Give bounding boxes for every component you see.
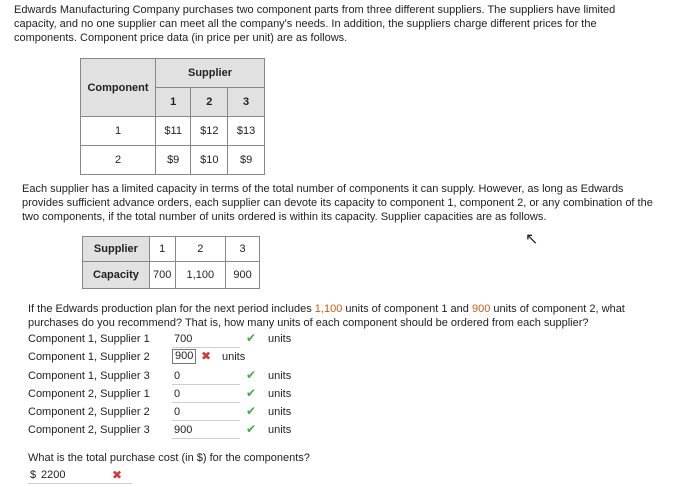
capacity-supplier-label: Supplier (83, 237, 150, 262)
answer-label: Component 2, Supplier 3 (28, 424, 150, 436)
units-label: units (268, 388, 292, 400)
answer-label: Component 1, Supplier 1 (28, 333, 150, 345)
price-cell: $13 (228, 117, 265, 146)
supplier-col-2: 2 (191, 88, 228, 117)
x-icon: ✖ (201, 349, 212, 363)
price-cell: $9 (156, 146, 191, 175)
units-label: units (268, 370, 292, 382)
currency-symbol: $ (30, 469, 37, 481)
answer-input[interactable]: 0 (174, 370, 181, 382)
answer-underline (172, 438, 240, 439)
check-icon: ✔ (246, 368, 257, 382)
question1-qty-1: 1,100 (314, 303, 343, 315)
capacity-table (82, 236, 260, 289)
intro-line-1: Edwards Manufacturing Company purchases two component parts from three different suppliers. The suppliers have limited (14, 4, 616, 16)
capacity-text-line-3: two components, if the total number of units ordered is within its capacity. Supplier capacities are as follows. (22, 211, 547, 223)
question1-line-1 (28, 303, 625, 316)
answer-input[interactable]: 700 (174, 333, 193, 345)
question1-text-b: units of component 1 and (342, 303, 472, 315)
capacity-value-1: 700 (149, 262, 175, 289)
question2-text: What is the total purchase cost (in $) for the components? (28, 452, 310, 464)
check-icon: ✔ (246, 422, 257, 436)
supplier-header: Supplier (156, 59, 265, 88)
check-icon: ✔ (246, 404, 257, 418)
answer-underline (28, 483, 132, 484)
answer-underline (172, 347, 240, 348)
component-header: Component (81, 59, 156, 117)
question1-qty-2: 900 (471, 303, 491, 315)
answer-input[interactable]: 0 (174, 406, 181, 418)
units-label: units (268, 333, 292, 345)
capacity-text-line-2: provides sufficient advance orders, each supplier can devote its capacity to component 1, component 2, or any combination of the (22, 197, 653, 209)
price-cell: $9 (228, 146, 265, 175)
answer-input[interactable]: 900 (172, 349, 196, 364)
answer-underline (172, 402, 240, 403)
price-cell: $12 (191, 117, 228, 146)
capacity-text-line-1: Each supplier has a limited capacity in terms of the total number of components it can supply. However, as long as Edwards (22, 183, 624, 195)
price-cell: $10 (191, 146, 228, 175)
intro-line-3: components. Component price data (in price per unit) are as follows. (14, 32, 348, 44)
answer-underline (172, 420, 240, 421)
answer-label: Component 2, Supplier 1 (28, 388, 150, 400)
question1-text-c: units of component 2, what (490, 303, 625, 315)
question1-line-2: purchases do you recommend? That is, how many units of each component should be ordered from each supplier? (28, 317, 589, 329)
table-row (81, 117, 265, 146)
check-icon: ✔ (246, 331, 257, 345)
answer-label: Component 1, Supplier 3 (28, 370, 150, 382)
units-label: units (268, 424, 292, 436)
supplier-col-1: 1 (156, 88, 191, 117)
answer-label: Component 1, Supplier 2 (28, 351, 150, 363)
price-cell: $11 (156, 117, 191, 146)
answer-input[interactable]: 900 (174, 424, 193, 436)
capacity-value-3: 900 (226, 262, 260, 289)
answer-label: Component 2, Supplier 2 (28, 406, 150, 418)
answer-underline (172, 384, 240, 385)
capacity-supplier-3: 3 (226, 237, 260, 262)
table-row (81, 146, 265, 175)
capacity-label: Capacity (83, 262, 150, 289)
component-cell: 2 (81, 146, 156, 175)
component-cell: 1 (81, 117, 156, 146)
units-label: units (268, 406, 292, 418)
cursor-icon: ↖ (525, 231, 539, 248)
units-label: units (222, 351, 246, 363)
answer-input[interactable]: 0 (174, 388, 181, 400)
total-cost-input[interactable]: 2200 (41, 469, 66, 481)
price-table (80, 58, 265, 175)
capacity-value-2: 1,100 (175, 262, 225, 289)
x-icon: ✖ (112, 468, 123, 482)
intro-line-2: capacity, and no one supplier can meet all the company's needs. In addition, the suppliers charge different prices for the (14, 18, 597, 30)
capacity-supplier-1: 1 (149, 237, 175, 262)
check-icon: ✔ (246, 386, 257, 400)
question1-text-a: If the Edwards production plan for the next period includes (28, 303, 315, 315)
capacity-supplier-2: 2 (175, 237, 225, 262)
supplier-col-3: 3 (228, 88, 265, 117)
